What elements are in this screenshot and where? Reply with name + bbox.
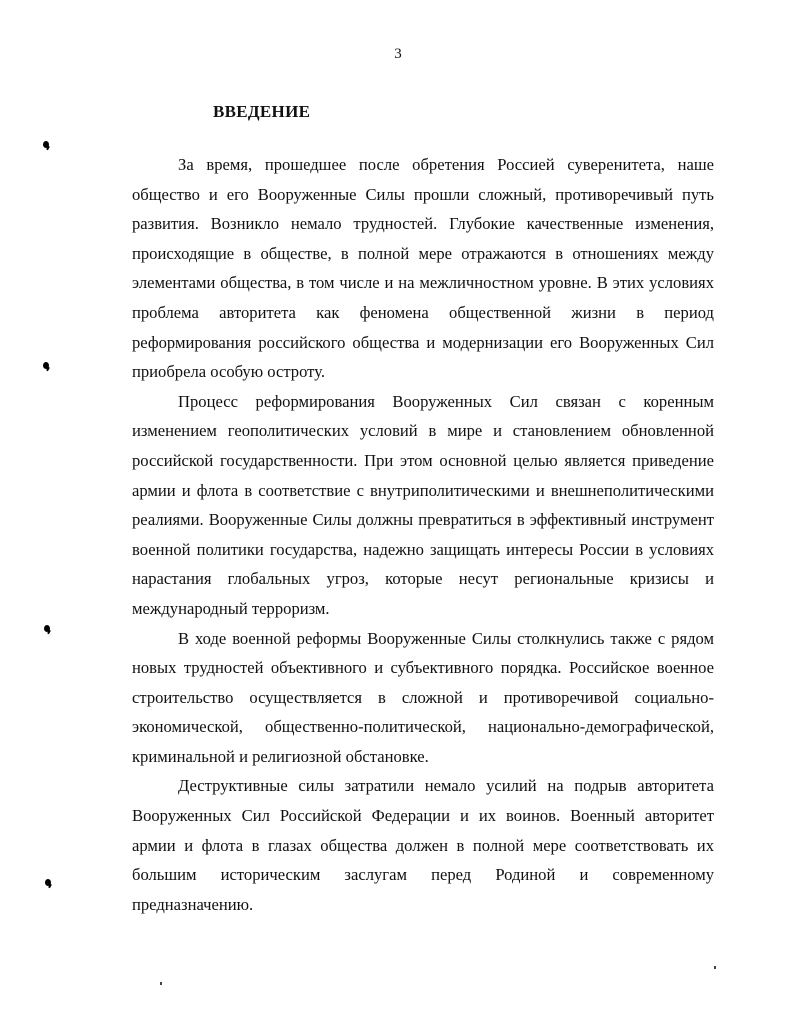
scan-mark-icon: [45, 879, 51, 886]
body-text: [132, 150, 714, 919]
paragraph-3: В ходе военной реформы Вооруженные Силы столкнулись также с рядом новых трудностей объективного и субъективного порядка. Российское военное строительство осуществляется в сложной и противоречивой социально-экономической, общественно-политической, национально-демографической, криминальной и религиозной обстановке.: [132, 628, 714, 766]
section-heading: ВВЕДЕНИЕ: [213, 102, 311, 121]
scan-mark-icon: [43, 141, 49, 148]
scan-speck: [714, 966, 716, 969]
paragraph-1: За время, прошедшее после обретения Россией суверенитета, наше общество и его Вооруженные Силы прошли сложный, противоречивый путь развития. Возникло немало трудностей. Глубокие качественные изменения, происходящие в обществе, в полной мере отражаются в отношениях между элементами общества, в том числе и на межличностном уровне. В этих условиях проблема авторитета как феномена общественной жизни в период реформирования российского общества и модернизации его Вооруженных Сил приобрела особую остроту.: [132, 155, 714, 382]
scan-mark-icon: [43, 362, 49, 369]
scan-mark-icon: [44, 625, 50, 632]
page-number: 3: [394, 46, 402, 62]
scan-speck: [160, 982, 162, 985]
paragraph-4: Деструктивные силы затратили немало усилий на подрыв авторитета Вооруженных Сил Российской Федерации и их воинов. Военный авторитет армии и флота в глазах общества должен в полной мере соответствовать их большим историческим заслугам перед Родиной и современному предназначению.: [132, 776, 714, 914]
paragraph-2: Процесс реформирования Вооруженных Сил связан с коренным изменением геополитических условий в мире и становлением обновленной российской государственности. При этом основной целью является приведение армии и флота в соответствие с внутриполитическими и внешнеполитическими реалиями. Вооруженные Силы должны превратиться в эффективный инструмент военной политики государства, надежно защищать интересы России в условиях нарастания глобальных угроз, которые несут региональные кризисы и международный терроризм.: [132, 391, 714, 618]
